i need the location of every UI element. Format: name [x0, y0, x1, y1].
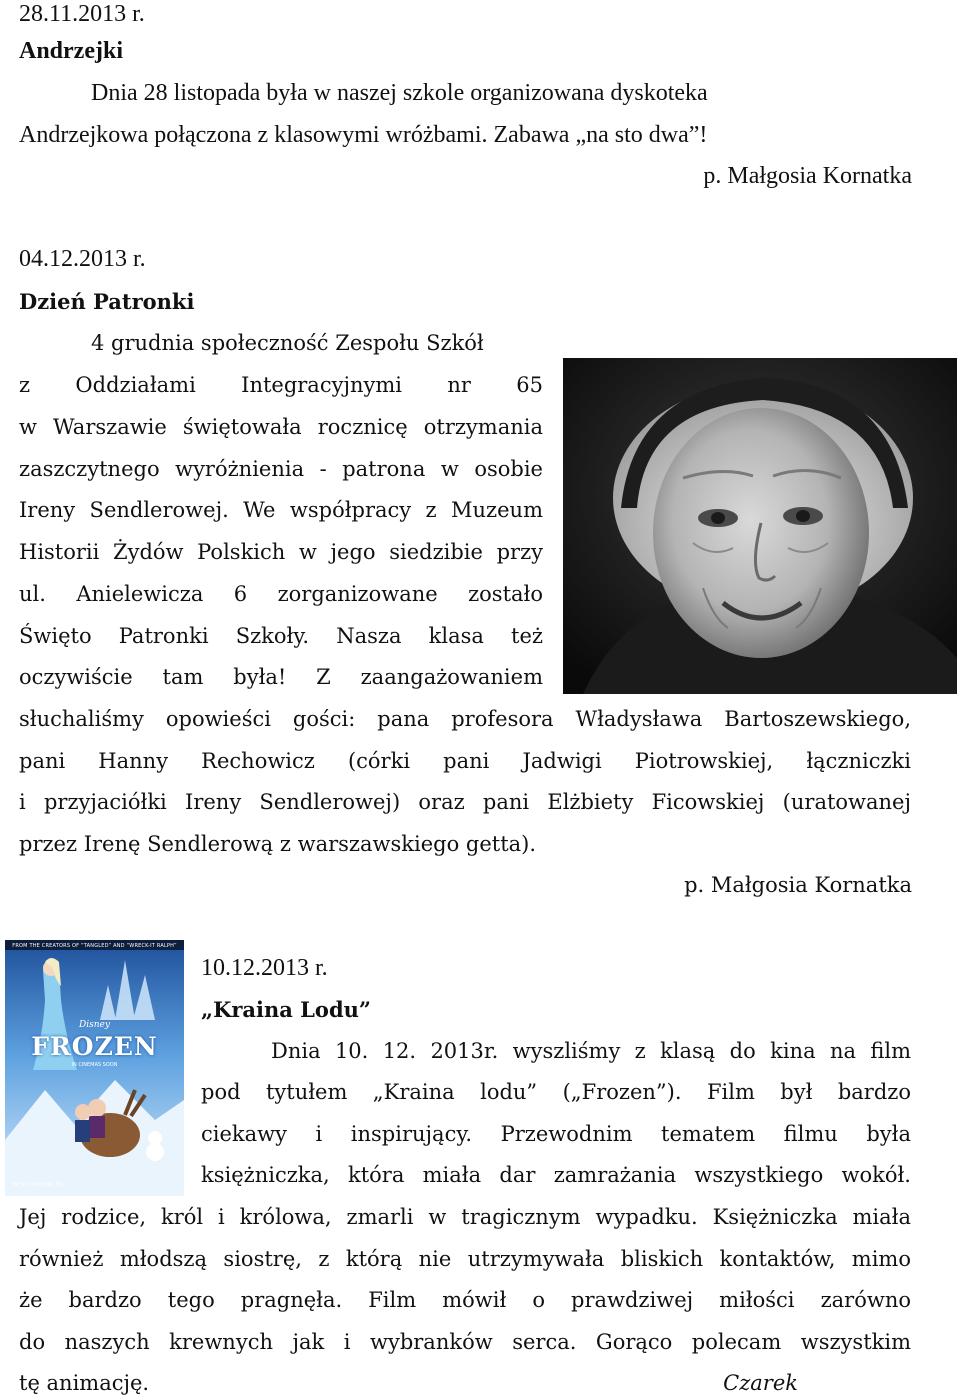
entry1-date: 28.11.2013 r. — [19, 1, 145, 27]
entry2-title: Dzień Patronki — [19, 289, 195, 314]
entry3-line: tę animację. — [19, 1371, 150, 1395]
entry3-line: księżniczka, która miała dar zamrażania wszystkiego wokół. — [201, 1163, 911, 1187]
entry1-line: Dnia 28 listopada była w naszej szkole organizowana dyskoteka — [91, 80, 708, 106]
entry2-author: p. Małgosia Kornatka — [684, 873, 912, 897]
entry3-line: że bardzo tego pragnęła. Film mówił o prawdziwej miłości zarówno — [19, 1288, 911, 1312]
entry3-line: do naszych krewnych jak i wybranków serca. Gorąco polecam wszystkim — [19, 1330, 911, 1354]
entry2-line: z Oddziałami Integracyjnymi nr 65 — [19, 373, 543, 397]
frozen-movie-poster — [5, 940, 184, 1196]
patron-portrait-photo — [563, 358, 957, 694]
entry2-line: Ireny Sendlerowej. We współpracy z Muzeum — [19, 498, 543, 522]
entry2-line: 4 grudnia społeczność Zespołu Szkół — [91, 331, 484, 355]
entry3-line: Dnia 10. 12. 2013r. wyszliśmy z klasą do kina na film — [271, 1039, 911, 1063]
entry2-line: oczywiście tam była! Z zaangażowaniem — [19, 665, 543, 689]
entry1-line: Andrzejkowa połączona z klasowymi wróżbami. Zabawa „na sto dwa”! — [19, 122, 708, 148]
entry3-author: Czarek — [723, 1371, 798, 1395]
entry2-line: w Warszawie świętowała rocznicę otrzymania — [19, 415, 543, 439]
poster-subtitle: IN CINEMAS SOON — [71, 1062, 118, 1068]
poster-brand: Disney — [79, 1020, 110, 1030]
entry3-date: 10.12.2013 r. — [201, 955, 328, 981]
entry3-line: pod tytułem „Kraina lodu” („Frozen”). Film był bardzo — [201, 1080, 911, 1104]
entry3-title: „Kraina Lodu” — [201, 997, 371, 1022]
entry3-line: ciekawy i inspirujący. Przewodnim tematem filmu była — [201, 1122, 911, 1146]
poster-tagline: FROM THE CREATORS OF “TANGLED” AND “WRECK-IT RALPH” — [12, 943, 177, 949]
entry2-line: przez Irenę Sendlerową z warszawskiego getta). — [19, 832, 537, 856]
entry2-line: Święto Patronki Szkoły. Nasza klasa też — [19, 624, 543, 648]
entry1-author: p. Małgosia Kornatka — [703, 163, 912, 189]
entry1-title: Andrzejki — [19, 38, 123, 64]
poster-title: FROZEN — [31, 1032, 158, 1061]
entry2-line: zaszczytnego wyróżnienia - patrona w osobie — [19, 457, 543, 481]
entry2-line: i przyjaciółki Ireny Sendlerowej) oraz pani Elżbiety Ficowskiej (uratowanej — [19, 790, 911, 814]
entry2-line: pani Hanny Rechowicz (córki pani Jadwigi Piotrowskiej, łączniczki — [19, 749, 911, 773]
entry2-line: słuchaliśmy opowieści gości: pana profesora Władysława Bartoszewskiego, — [19, 707, 911, 731]
poster-formats: IN 3D AND REAL 3D — [13, 1182, 63, 1188]
entry3-line: również młodszą siostrę, z którą nie utrzymywała bliskich kontaktów, mimo — [19, 1247, 911, 1271]
entry3-line: Jej rodzice, król i królowa, zmarli w tragicznym wypadku. Księżniczka miała — [19, 1205, 911, 1229]
entry2-line: ul. Anielewicza 6 zorganizowane zostało — [19, 582, 543, 606]
entry2-line: Historii Żydów Polskich w jego siedzibie przy — [19, 540, 543, 564]
entry2-date: 04.12.2013 r. — [19, 246, 146, 272]
